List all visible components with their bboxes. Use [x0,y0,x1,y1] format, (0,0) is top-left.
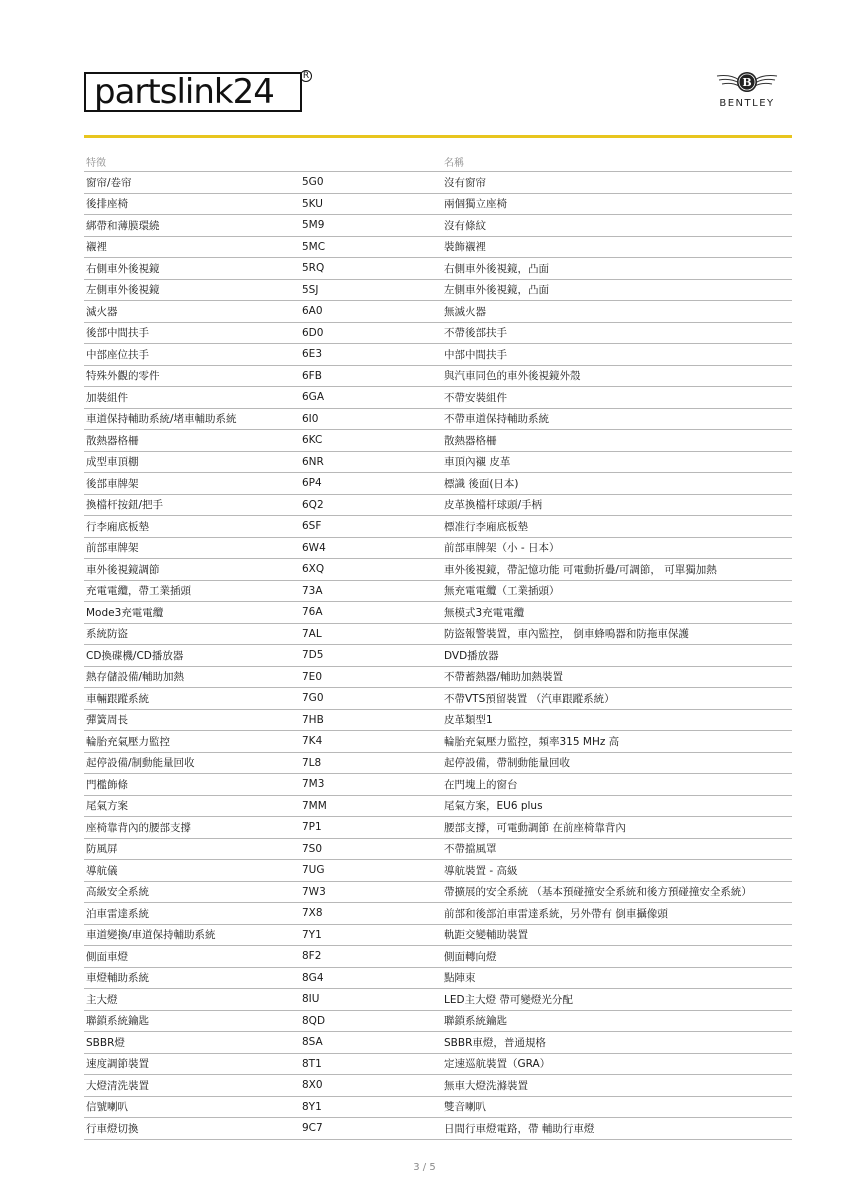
table-row [84,774,792,796]
row-code: 9C7 [302,1122,323,1135]
row-feature: 車輛跟蹤系統 [86,692,149,705]
row-feature: 高級安全系統 [86,886,149,899]
row-name: 輪胎充氣壓力監控，頻率315 MHz 高 [444,735,620,748]
table-row [84,258,792,280]
row-name: 沒有窗帘 [444,176,486,189]
row-name: LED主大燈 帶可變燈光分配 [444,993,573,1006]
row-feature: 系統防盜 [86,628,128,641]
row-feature: 座椅靠背內的腰部支撐 [86,821,191,834]
row-name: 標識 後面(日本) [444,477,519,490]
row-code: 5M9 [302,219,325,232]
table-row [84,602,792,624]
row-feature: 起停設備/制動能量回收 [86,757,195,770]
row-feature: 行車燈切換 [86,1122,139,1135]
table-row [84,387,792,409]
row-feature: 換檔杆按鈕/把手 [86,499,164,512]
row-code: 6NR [302,455,324,468]
row-name: 裝飾襯裡 [444,241,486,254]
row-feature: 綁帶和薄膜環繞 [86,219,160,232]
partslink24-logo [84,71,310,112]
row-name: 無模式3充電電纜 [444,606,525,619]
row-name: 前部車牌架（小 - 日本） [444,542,560,555]
table-row [84,1054,792,1076]
svg-text:B: B [742,76,752,89]
row-name: 標准行李廂底板墊 [444,520,528,533]
table-row [84,172,792,194]
table-row [84,581,792,603]
row-name: 不帶擋風罩 [444,843,497,856]
row-code: 6Q2 [302,498,324,511]
table-row [84,409,792,431]
row-feature: 散熱器格柵 [86,434,139,447]
row-code: 8IU [302,993,320,1006]
row-feature: 側面車燈 [86,950,128,963]
table-row [84,430,792,452]
row-feature: 左側車外後視鏡 [86,284,160,297]
row-code: 7P1 [302,821,322,834]
bentley-logo [702,68,792,118]
row-feature: 泊車雷達系統 [86,907,149,920]
table-row [84,1032,792,1054]
row-name: 兩個獨立座椅 [444,198,507,211]
row-code: 5SJ [302,283,319,296]
row-name: 不帶VTS預留裝置 （汽車跟蹤系統） [444,692,615,705]
row-code: 7UG [302,864,325,877]
row-feature: 前部車牌架 [86,542,139,555]
row-code: 6D0 [302,326,324,339]
row-code: 6KC [302,434,323,447]
row-name: 日間行車燈電路，帶 輔助行車燈 [444,1122,595,1135]
table-row [84,323,792,345]
row-name: 雙音喇叭 [444,1101,486,1114]
row-code: 6I0 [302,412,319,425]
table-body [84,172,792,1140]
row-name: 軌距交變輔助裝置 [444,929,528,942]
table-row [84,839,792,861]
row-code: 7M3 [302,778,325,791]
row-name: 前部和後部泊車雷達系統，另外帶有 倒車攝像頭 [444,907,668,920]
row-name: 不帶車道保持輔助系統 [444,413,549,426]
row-code: 7G0 [302,692,324,705]
row-name: 側面轉向燈 [444,950,497,963]
accent-divider [84,135,792,138]
row-code: 8QD [302,1014,326,1027]
table-row [84,817,792,839]
table-row [84,1011,792,1033]
row-feature: 特殊外觀的零件 [86,370,160,383]
table-row [84,301,792,323]
row-name: 與汽車同色的車外後視鏡外殼 [444,370,581,383]
row-code: 6W4 [302,541,326,554]
row-feature: 大燈清洗裝置 [86,1079,149,1092]
row-code: 6A0 [302,305,323,318]
row-code: 7MM [302,799,327,812]
table-row [84,968,792,990]
row-code: 5RQ [302,262,325,275]
row-feature: 門檻飾條 [86,778,128,791]
table-row [84,710,792,732]
row-feature: 窗帘/卷帘 [86,176,132,189]
table-row [84,925,792,947]
row-name: 中部中間扶手 [444,348,507,361]
table-row [84,559,792,581]
row-code: 7Y1 [302,928,322,941]
table-row [84,473,792,495]
row-name: 右側車外後視鏡，凸面 [444,262,549,275]
row-feature: 充電電纜，帶工業插頭 [86,585,191,598]
row-name: 不帶安裝組件 [444,391,507,404]
row-name: 無滅火器 [444,305,486,318]
row-feature: 行李廂底板墊 [86,520,149,533]
row-name: 防盜報警裝置，車內監控， 倒車蜂鳴器和防拖車保護 [444,628,689,641]
row-name: SBBR車燈，普通規格 [444,1036,546,1049]
table-row [84,215,792,237]
row-feature: SBBR燈 [86,1036,125,1049]
row-code: 8T1 [302,1057,322,1070]
row-code: 7W3 [302,885,326,898]
table-header [84,151,792,172]
row-feature: 襯裡 [86,241,107,254]
page-number: 3 / 5 [413,1162,436,1173]
row-feature: 車外後視鏡調節 [86,563,160,576]
table-row [84,516,792,538]
table-row [84,645,792,667]
table-row [84,280,792,302]
row-feature: 速度調節裝置 [86,1058,149,1071]
row-name: 皮革換檔杆球頭/手柄 [444,499,543,512]
row-code: 76A [302,606,323,619]
row-name: 不帶蓄熱器/輔助加熱裝置 [444,671,564,684]
row-name: 無車大燈洗滌裝置 [444,1079,528,1092]
table-row [84,344,792,366]
row-code: 7X8 [302,907,323,920]
row-code: 5KU [302,197,323,210]
row-code: 7D5 [302,649,324,662]
table-row [84,860,792,882]
table-row [84,495,792,517]
table-row [84,796,792,818]
row-name: 散熱器格柵 [444,434,497,447]
table-row [84,688,792,710]
row-name: 沒有條紋 [444,219,486,232]
row-feature: 輪胎充氣壓力監控 [86,735,170,748]
table-row [84,1075,792,1097]
row-feature: 尾氣方案 [86,800,128,813]
table-row [84,882,792,904]
row-code: 6GA [302,391,324,404]
row-feature: 防風屏 [86,843,118,856]
row-code: 6SF [302,520,322,533]
row-code: 8SA [302,1036,323,1049]
table-row [84,624,792,646]
header-feature: 特徵 [86,157,106,169]
row-name: 定速巡航裝置（GRA） [444,1058,551,1071]
table-row [84,194,792,216]
row-name: 聯鎖系統鑰匙 [444,1015,507,1028]
row-feature: 右側車外後視鏡 [86,262,160,275]
row-code: 7E0 [302,670,322,683]
row-feature: 車道保持輔助系統/堵車輔助系統 [86,413,237,426]
header-name: 名稱 [444,157,464,169]
row-code: 73A [302,584,323,597]
row-feature: 車燈輔助系統 [86,972,149,985]
row-feature: Mode3充電電纜 [86,606,164,619]
row-name: 起停設備，帶制動能量回收 [444,757,570,770]
row-feature: 後排座椅 [86,198,128,211]
row-code: 6XQ [302,563,325,576]
row-feature: 中部座位扶手 [86,348,149,361]
table-row [84,237,792,259]
table-row [84,667,792,689]
row-name: 左側車外後視鏡，凸面 [444,284,549,297]
row-feature: 後部車牌架 [86,477,139,490]
row-code: 7L8 [302,756,322,769]
feature-table [84,151,792,1140]
bentley-wings-icon [715,68,779,96]
row-name: 導航裝置 - 高級 [444,864,518,877]
brand-name: BENTLEY [719,98,775,109]
row-feature: 主大燈 [86,993,118,1006]
row-code: 7HB [302,713,324,726]
row-code: 7S0 [302,842,323,855]
row-code: 5G0 [302,176,324,189]
row-feature: CD換碟機/CD播放器 [86,649,184,662]
row-feature: 彈簧周長 [86,714,128,727]
row-code: 6E3 [302,348,322,361]
row-feature: 車道變換/車道保持輔助系統 [86,929,216,942]
row-name: 車外後視鏡，帶記憶功能 可電動折疊/可調節， 可單獨加熱 [444,563,717,576]
row-feature: 信號喇叭 [86,1101,128,1114]
row-name: 車頂內襯 皮革 [444,456,511,469]
table-row [84,1118,792,1140]
row-code: 5MC [302,240,326,253]
row-code: 7K4 [302,735,323,748]
row-feature: 後部中間扶手 [86,327,149,340]
row-code: 8F2 [302,950,322,963]
row-name: 不帶後部扶手 [444,327,507,340]
row-name: 點陣束 [444,972,476,985]
row-feature: 導航儀 [86,864,118,877]
table-row [84,903,792,925]
row-code: 8Y1 [302,1100,322,1113]
table-row [84,989,792,1011]
registered-mark: R [300,70,312,82]
table-row [84,1097,792,1119]
row-code: 7AL [302,627,322,640]
row-feature: 熱存儲設備/輔助加熱 [86,671,185,684]
row-feature: 成型車頂棚 [86,456,139,469]
row-feature: 滅火器 [86,305,118,318]
table-row [84,538,792,560]
row-feature: 加裝組件 [86,391,128,404]
row-code: 8G4 [302,971,324,984]
page-header [84,68,792,128]
row-name: 無充電電纜（工業插頭） [444,585,560,598]
row-feature: 聯鎖系統鑰匙 [86,1015,149,1028]
row-name: 皮革類型1 [444,714,493,727]
row-name: 在門塊上的窗台 [444,778,518,791]
table-row [84,731,792,753]
row-name: 腰部支撐，可電動調節 在前座椅靠背內 [444,821,626,834]
logo-text: partslink24 [94,72,274,112]
table-row [84,946,792,968]
table-row [84,753,792,775]
row-name: 尾氣方案，EU6 plus [444,800,543,813]
table-row [84,452,792,474]
row-code: 8X0 [302,1079,323,1092]
row-code: 6FB [302,369,322,382]
row-name: DVD播放器 [444,649,499,662]
row-name: 帶擴展的安全系統 （基本預碰撞安全系統和後方預碰撞安全系統） [444,886,752,899]
table-row [84,366,792,388]
row-code: 6P4 [302,477,322,490]
